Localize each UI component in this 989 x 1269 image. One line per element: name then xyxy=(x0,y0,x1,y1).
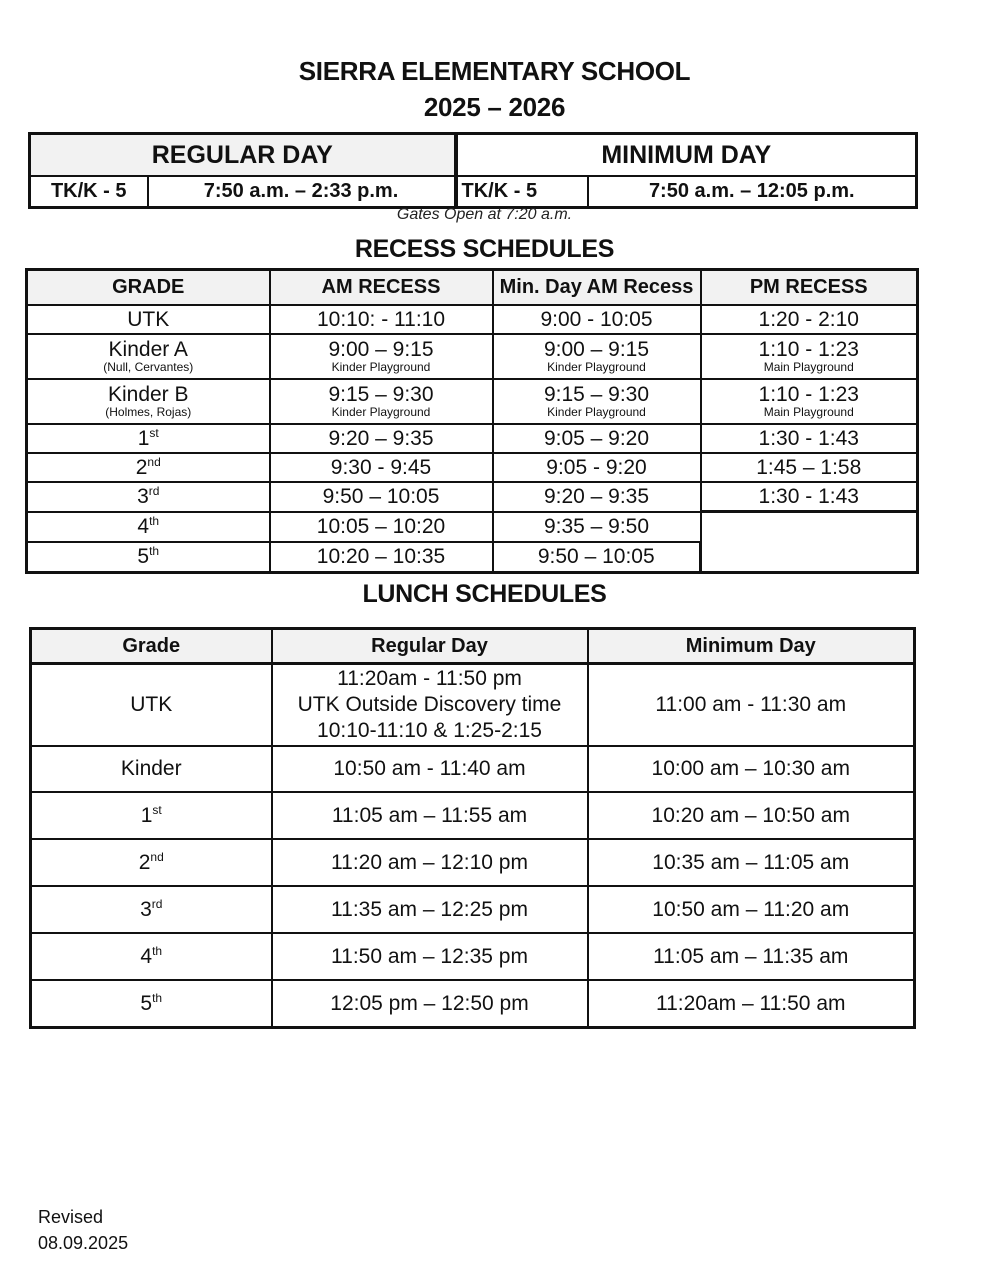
regular-day-time: 7:50 a.m. – 2:33 p.m. xyxy=(148,176,456,208)
recess-row xyxy=(27,424,918,453)
recess-am: 9:30 - 9:45 xyxy=(270,453,493,482)
recess-am: 9:00 – 9:15 Kinder Playground xyxy=(270,334,493,379)
recess-row xyxy=(27,512,918,542)
minimum-day-grades: TK/K - 5 xyxy=(456,176,588,208)
minimum-day-header: MINIMUM DAY xyxy=(456,134,917,177)
gates-open-note: Gates Open at 7:20 a.m. xyxy=(396,206,573,223)
recess-min-am: 9:15 – 9:30 Kinder Playground xyxy=(493,379,701,424)
lunch-header-grade: Grade xyxy=(31,629,272,664)
lunch-regular: 11:05 am – 11:55 am xyxy=(272,792,588,839)
lunch-grade: 3rd xyxy=(31,886,272,933)
recess-am: 9:50 – 10:05 xyxy=(270,482,493,512)
recess-row xyxy=(27,305,918,334)
lunch-header-regular: Regular Day xyxy=(272,629,588,664)
recess-pm: 1:10 - 1:23 Main Playground xyxy=(701,379,918,424)
lunch-row xyxy=(31,839,915,886)
lunch-grade: 2nd xyxy=(31,839,272,886)
recess-grade-note: (Holmes, Rojas) xyxy=(105,405,192,419)
lunch-regular: 11:20 am – 12:10 pm xyxy=(272,839,588,886)
lunch-grade: 4th xyxy=(31,933,272,980)
recess-am-location: Kinder Playground xyxy=(331,405,431,419)
lunch-grade: Kinder xyxy=(31,746,272,792)
minimum-day-time: 7:50 a.m. – 12:05 p.m. xyxy=(588,176,917,208)
lunch-row xyxy=(31,980,915,1028)
lunch-row xyxy=(31,933,915,980)
recess-pm-location: Main Playground xyxy=(763,360,854,374)
recess-am-location: Kinder Playground xyxy=(331,360,431,374)
lunch-minimum: 10:00 am – 10:30 am xyxy=(588,746,915,792)
recess-grade: Kinder B (Holmes, Rojas) xyxy=(27,379,270,424)
recess-grade: Kinder A (Null, Cervantes) xyxy=(27,334,270,379)
revised-note xyxy=(38,1204,128,1256)
lunch-regular: 11:35 am – 12:25 pm xyxy=(272,886,588,933)
recess-min-am: 9:00 - 10:05 xyxy=(493,305,701,334)
lunch-regular: 12:05 pm – 12:50 pm xyxy=(272,980,588,1028)
recess-table xyxy=(25,268,919,574)
lunch-minimum: 11:00 am - 11:30 am xyxy=(588,664,915,747)
lunch-regular: 11:20am - 11:50 pm UTK Outside Discovery time 10:10-11:10 & 1:25-2:15 xyxy=(272,664,588,747)
recess-row xyxy=(27,482,918,512)
recess-min-am: 9:35 – 9:50 xyxy=(493,512,701,542)
recess-row xyxy=(27,379,918,424)
recess-pm: 1:45 – 1:58 xyxy=(701,453,918,482)
lunch-row xyxy=(31,746,915,792)
recess-row xyxy=(27,453,918,482)
recess-min-location: Kinder Playground xyxy=(547,405,646,419)
lunch-row xyxy=(31,664,915,747)
recess-min-am: 9:20 – 9:35 xyxy=(493,482,701,512)
recess-pm: 1:20 - 2:10 xyxy=(701,305,918,334)
lunch-regular: 10:50 am - 11:40 am xyxy=(272,746,588,792)
lunch-regular: 11:50 am – 12:35 pm xyxy=(272,933,588,980)
school-year: 2025 – 2026 xyxy=(423,92,566,122)
recess-grade: 4th xyxy=(27,512,270,542)
recess-title: RECESS SCHEDULES xyxy=(354,235,615,263)
recess-am: 10:20 – 10:35 xyxy=(270,542,493,573)
recess-grade: 2nd xyxy=(27,453,270,482)
lunch-grade: 5th xyxy=(31,980,272,1028)
recess-pm: 1:30 - 1:43 xyxy=(701,424,918,453)
day-schedule-table xyxy=(28,132,918,209)
lunch-minimum: 11:20am – 11:50 am xyxy=(588,980,915,1028)
school-name: SIERRA ELEMENTARY SCHOOL xyxy=(298,56,691,86)
recess-pm-empty xyxy=(701,512,918,573)
revised-label: Revised xyxy=(38,1207,104,1227)
lunch-row xyxy=(31,886,915,933)
recess-header-am: AM RECESS xyxy=(270,270,493,306)
recess-header-pm: PM RECESS xyxy=(701,270,918,306)
recess-min-am: 9:05 – 9:20 xyxy=(493,424,701,453)
lunch-grade: 1st xyxy=(31,792,272,839)
recess-am: 10:05 – 10:20 xyxy=(270,512,493,542)
recess-row xyxy=(27,334,918,379)
recess-header-min-am: Min. Day AM Recess xyxy=(493,270,701,306)
recess-min-am: 9:50 – 10:05 xyxy=(493,542,701,573)
recess-pm: 1:30 - 1:43 xyxy=(701,482,918,512)
lunch-minimum: 10:50 am – 11:20 am xyxy=(588,886,915,933)
regular-day-header: REGULAR DAY xyxy=(30,134,456,177)
recess-pm: 1:10 - 1:23 Main Playground xyxy=(701,334,918,379)
lunch-table xyxy=(29,627,916,1029)
lunch-row xyxy=(31,792,915,839)
lunch-minimum: 10:20 am – 10:50 am xyxy=(588,792,915,839)
lunch-minimum: 11:05 am – 11:35 am xyxy=(588,933,915,980)
recess-min-am: 9:00 – 9:15 Kinder Playground xyxy=(493,334,701,379)
recess-grade: 5th xyxy=(27,542,270,573)
lunch-title: LUNCH SCHEDULES xyxy=(362,580,607,608)
recess-min-location: Kinder Playground xyxy=(547,360,646,374)
recess-pm-location: Main Playground xyxy=(763,405,854,419)
recess-am: 9:15 – 9:30 Kinder Playground xyxy=(270,379,493,424)
recess-am: 9:20 – 9:35 xyxy=(270,424,493,453)
lunch-grade: UTK xyxy=(31,664,272,747)
lunch-header-minimum: Minimum Day xyxy=(588,629,915,664)
recess-grade: 1st xyxy=(27,424,270,453)
revised-date: 08.09.2025 xyxy=(38,1233,129,1253)
recess-grade: UTK xyxy=(27,305,270,334)
recess-min-am: 9:05 - 9:20 xyxy=(493,453,701,482)
recess-grade: 3rd xyxy=(27,482,270,512)
recess-header-grade: GRADE xyxy=(27,270,270,306)
lunch-minimum: 10:35 am – 11:05 am xyxy=(588,839,915,886)
regular-day-grades: TK/K - 5 xyxy=(30,176,148,208)
recess-am: 10:10: - 11:10 xyxy=(270,305,493,334)
recess-grade-note: (Null, Cervantes) xyxy=(103,360,194,374)
